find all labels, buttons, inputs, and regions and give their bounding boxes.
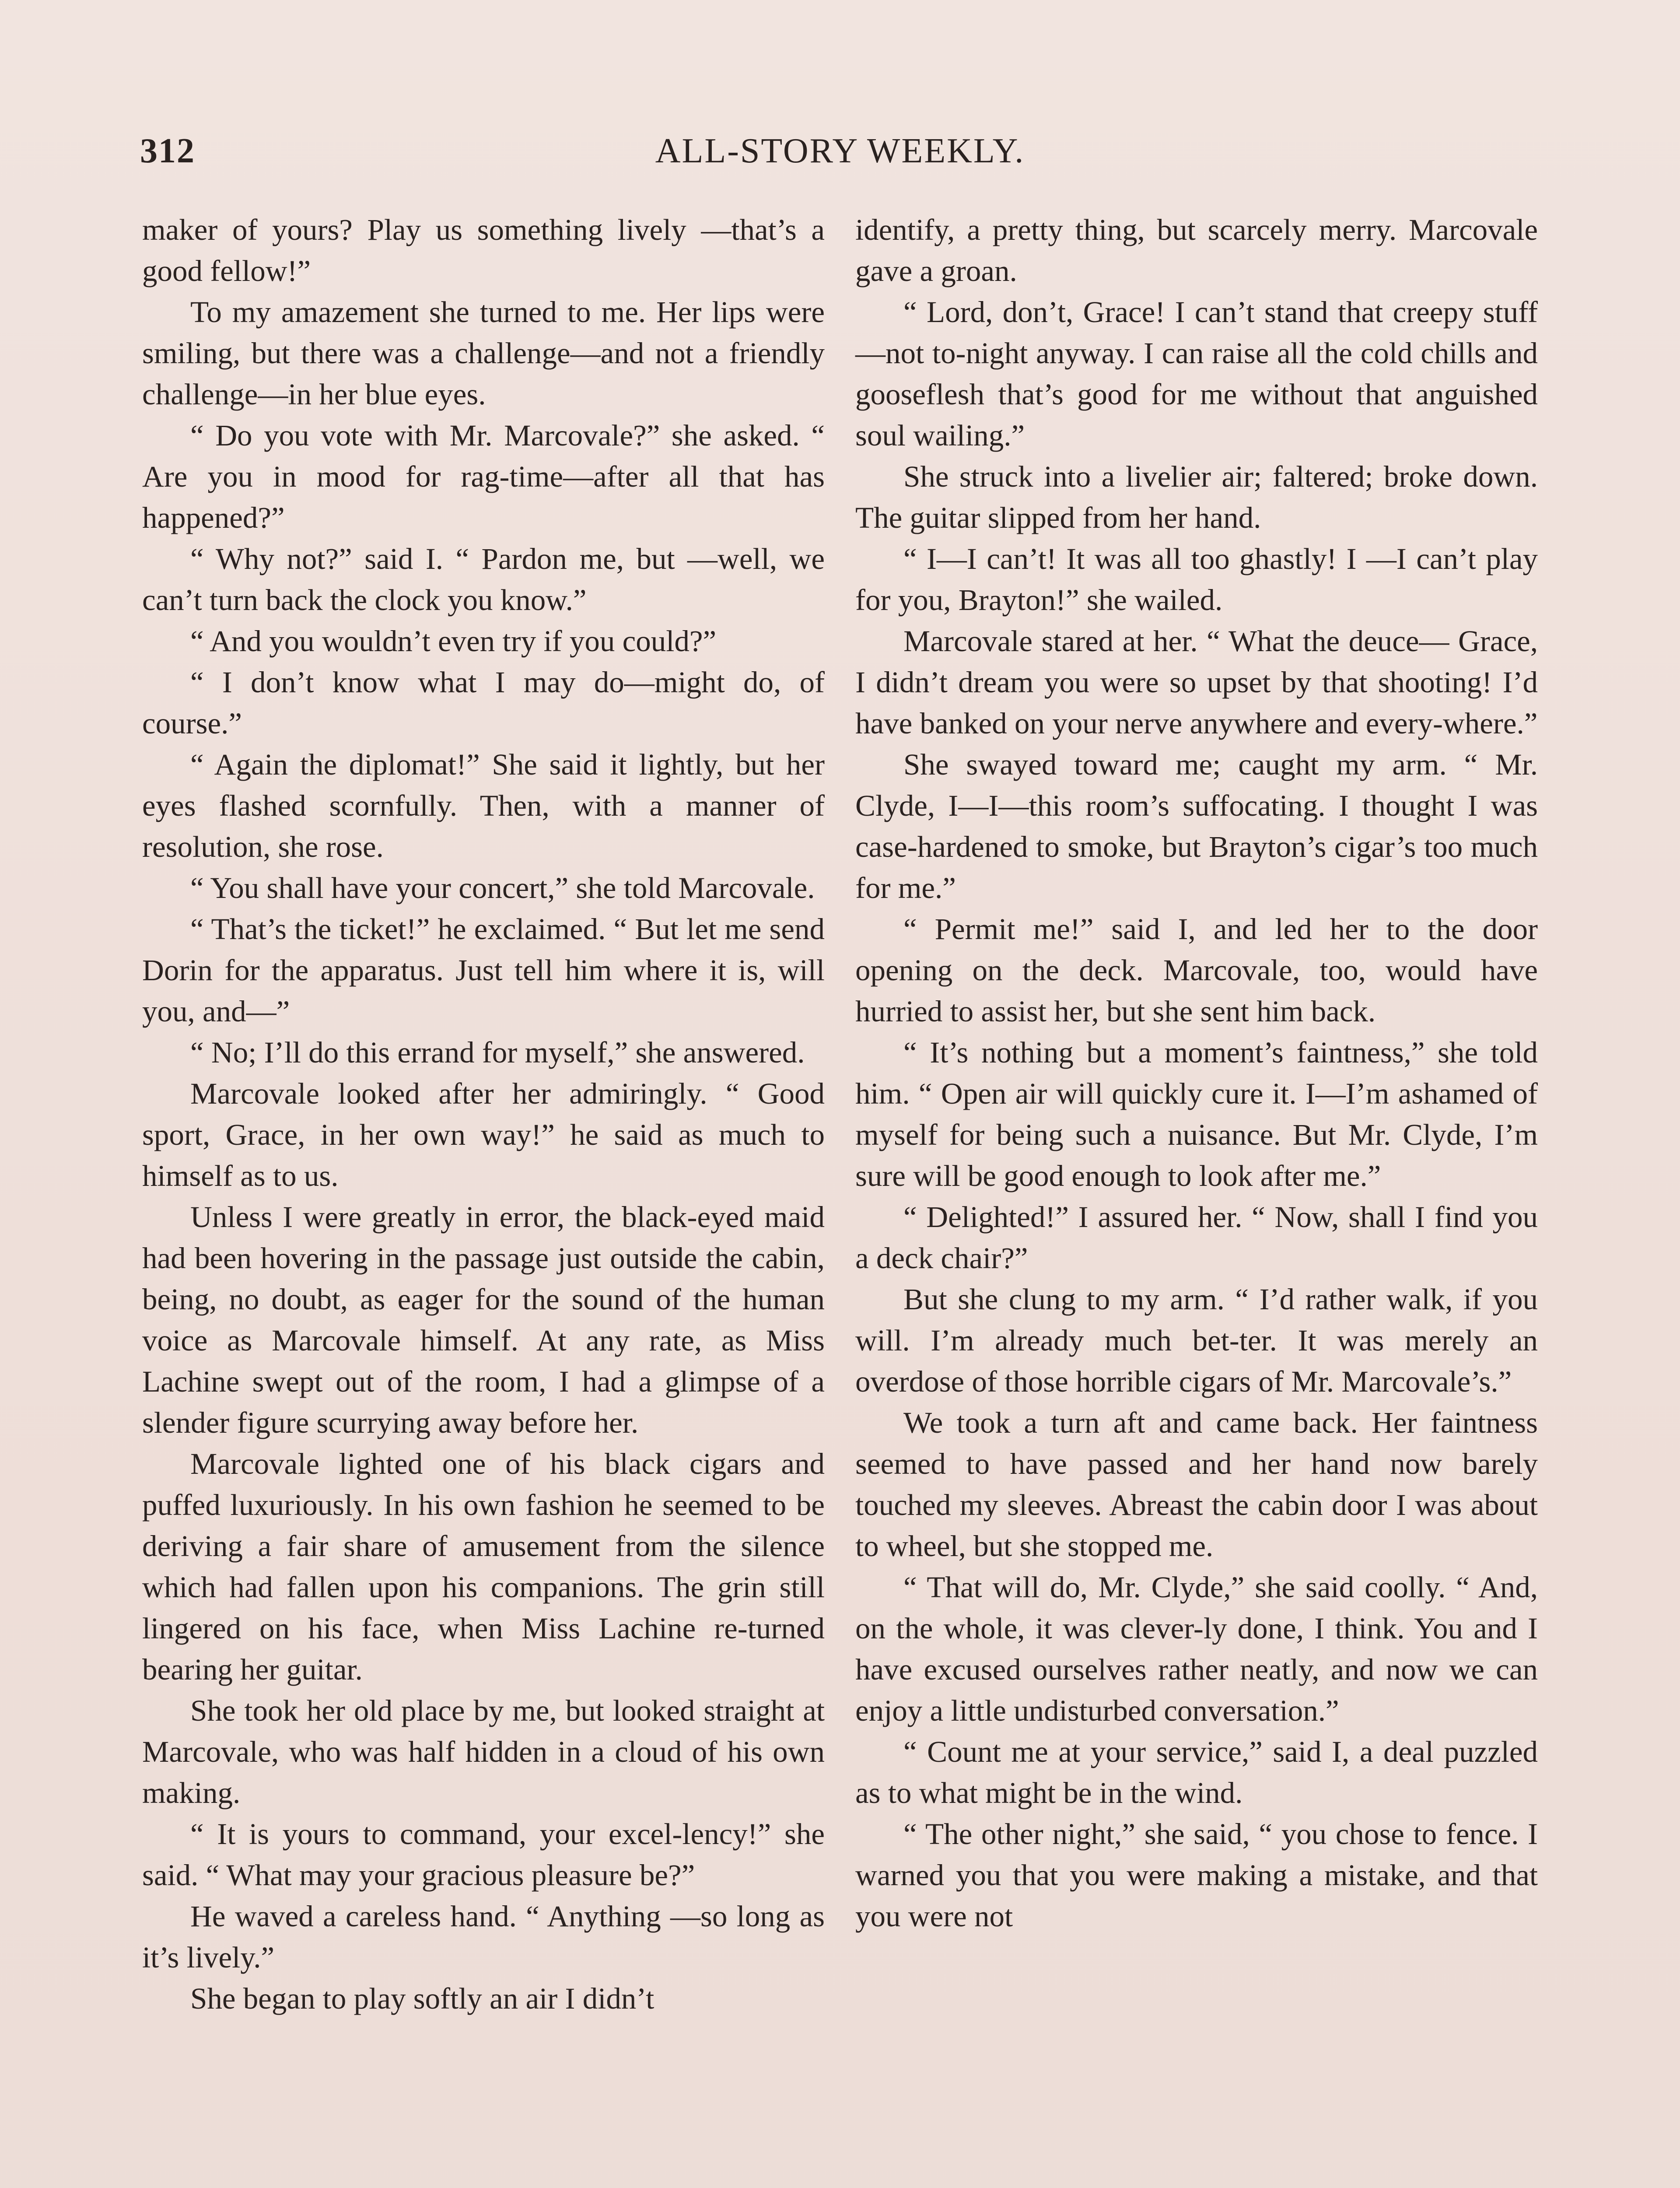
paragraph: identify, a pretty thing, but scarcely merry. Marcovale gave a groan.	[855, 213, 1538, 288]
paragraph: “ Again the diplomat!” She said it lightly, but her eyes flashed scornfully. Then, with a manner of resolution, she rose.	[142, 748, 825, 863]
page-header	[140, 131, 1540, 184]
paragraph: “ It’s nothing but a moment’s faintness,” she told him. “ Open air will quickly cure it. I—I’m ashamed of myself for being such a nuisance. But Mr. Clyde, I’m sure will be good enough to look after me.”	[855, 1036, 1538, 1192]
page-number: 312	[140, 132, 195, 170]
paragraph: “ That will do, Mr. Clyde,” she said coolly. “ And, on the whole, it was clever-ly done, I think. You and I have excused ourselves rather neatly, and now we can enjoy a little undisturbed conversation.”	[855, 1571, 1538, 1727]
paragraph: Unless I were greatly in error, the black-eyed maid had been hovering in the passage just outside the cabin, being, no doubt, as eager for the sound of the human voice as Marcovale himself. At any rate, as Miss Lachine swept out of the room, I had a glimpse of a slender figure scurrying away before her.	[142, 1200, 825, 1439]
paragraph: We took a turn aft and came back. Her faintness seemed to have passed and her hand now barely touched my sleeves. Abreast the cabin door I was about to wheel, but she stopped me.	[855, 1406, 1538, 1563]
paragraph: “ And you wouldn’t even try if you could?”	[190, 624, 717, 658]
paragraph: “ I don’t know what I may do—might do, of course.”	[142, 666, 825, 740]
paragraph: “ Do you vote with Mr. Marcovale?” she asked. “ Are you in mood for rag-time—after all that has happened?”	[142, 419, 825, 534]
paragraph: “ It is yours to command, your excel-lency!” she said. “ What may your gracious pleasure be?”	[142, 1817, 825, 1892]
paragraph: “ I—I can’t! It was all too ghastly! I —I can’t play for you, Brayton!” she wailed.	[855, 542, 1538, 617]
paragraph: He waved a careless hand. “ Anything —so long as it’s lively.”	[142, 1900, 825, 1974]
paragraph: “ You shall have your concert,” she told Marcovale.	[190, 871, 815, 905]
paragraph: To my amazement she turned to me. Her lips were smiling, but there was a challenge—and not a friendly challenge—in her blue eyes.	[142, 295, 825, 411]
paragraph: “ Why not?” said I. “ Pardon me, but —well, we can’t turn back the clock you know.”	[142, 542, 825, 617]
paragraph: She struck into a livelier air; faltered; broke down. The guitar slipped from her hand.	[855, 460, 1538, 534]
paragraph: “ No; I’ll do this errand for myself,” she answered.	[190, 1036, 805, 1069]
paragraph: Marcovale looked after her admiringly. “ Good sport, Grace, in her own way!” he said as much to himself as to us.	[142, 1077, 825, 1192]
paragraph: “ That’s the ticket!” he exclaimed. “ But let me send Dorin for the apparatus. Just tell him where it is, will you, and—”	[142, 912, 825, 1028]
paragraph: She began to play softly an air I didn’t	[190, 1982, 654, 2015]
right-text-column	[855, 209, 1538, 1937]
paragraph: “ Permit me!” said I, and led her to the door opening on the deck. Marcovale, too, would have hurried to assist her, but she sent him back.	[855, 912, 1538, 1028]
running-title: ALL-STORY WEEKLY.	[655, 132, 1025, 170]
paragraph: She swayed toward me; caught my arm. “ Mr. Clyde, I—I—this room’s suffocating. I thought I was case-hardened to smoke, but Brayton’s cigar’s too much for me.”	[855, 748, 1538, 905]
paragraph: “ The other night,” she said, “ you chose to fence. I warned you that you were making a mistake, and that you were not	[855, 1817, 1538, 1933]
paragraph: “ Delighted!” I assured her. “ Now, shall I find you a deck chair?”	[855, 1200, 1538, 1275]
paragraph: Marcovale stared at her. “ What the deuce— Grace, I didn’t dream you were so upset by that shooting! I’d have banked on your nerve anywhere and every-where.”	[855, 624, 1538, 740]
paragraph: “ Count me at your service,” said I, a deal puzzled as to what might be in the wind.	[855, 1735, 1538, 1809]
paragraph: Marcovale lighted one of his black cigars and puffed luxuriously. In his own fashion he seemed to be deriving a fair share of amusement from the silence which had fallen upon his companions. The grin still lingered on his face, when Miss Lachine re-turned bearing her guitar.	[142, 1447, 825, 1686]
paragraph: “ Lord, don’t, Grace! I can’t stand that creepy stuff—not to-night anyway. I can raise all the cold chills and gooseflesh that’s good for me without that anguished soul wailing.”	[855, 295, 1538, 452]
paragraph: maker of yours? Play us something lively —that’s a good fellow!”	[142, 213, 825, 288]
paragraph: But she clung to my arm. “ I’d rather walk, if you will. I’m already much bet-ter. It was merely an overdose of those horrible cigars of Mr. Marcovale’s.”	[855, 1283, 1538, 1398]
paragraph: She took her old place by me, but looked straight at Marcovale, who was half hidden in a cloud of his own making.	[142, 1694, 825, 1809]
left-text-column	[142, 209, 825, 2019]
